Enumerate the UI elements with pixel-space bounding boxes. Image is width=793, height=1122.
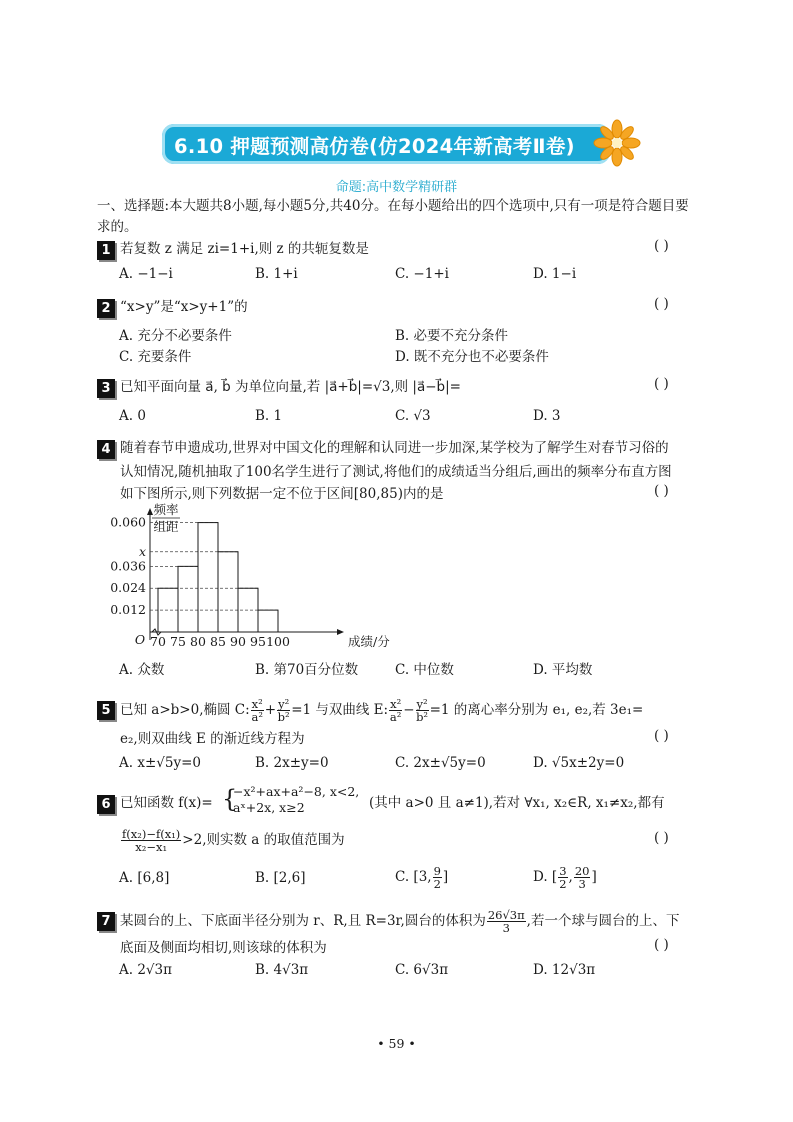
- answer-blank: ( ): [654, 238, 669, 254]
- y-tick-label: 0.060: [110, 514, 146, 530]
- brace: {: [222, 785, 238, 813]
- option-b: B. 第70百分位数: [255, 662, 359, 678]
- option-a: A. 充分不必要条件: [119, 328, 232, 344]
- question-stem-line: 底面及侧面均相切,则该球的体积为: [120, 940, 327, 956]
- answer-blank: ( ): [654, 728, 669, 744]
- answer-blank: ( ): [654, 483, 669, 499]
- option-c: C. 2x±√5y=0: [395, 755, 486, 771]
- flower-icon: [594, 120, 640, 166]
- question-number: 5: [97, 701, 115, 720]
- question-stem: 已知函数 f(x)=: [120, 795, 213, 811]
- fraction: $\frac{\text{f(x₂)−f(x₁)}}{\text{x₂−x₁}}$: [122, 827, 181, 854]
- question-stem: 已知 a>b>0,椭圆 C: $\frac{\text{x²}}{\text{a²}}$ + $\frac{\text{y²}}{\text{b²}}$ =1 与双曲线 E: $\frac{\text{x²}}{\text{a²}}$ − $\frac{\text{y²}}{\text{b²}}$ =1 的离心率分别为 e₁, e₂,若 3e₁=: [120, 697, 644, 724]
- fraction: $\frac{\text{y²}}{\text{b²}}$: [416, 697, 429, 724]
- histogram-bar: [178, 566, 198, 632]
- option-b: B. 4√3π: [255, 962, 309, 978]
- byline: 命题:高中数学精研群: [335, 180, 458, 195]
- option-a: A. 0: [119, 408, 146, 424]
- option-d: D. 12√3π: [533, 962, 596, 978]
- x-axis-arrow: [337, 629, 344, 635]
- option-b: B. 1+i: [255, 266, 298, 282]
- x-tick-label: 70: [150, 634, 166, 649]
- option-b: B. 2x±y=0: [255, 755, 329, 771]
- fraction: $\frac{\text{y²}}{\text{b²}}$: [277, 697, 290, 724]
- option-b: B. 必要不充分条件: [395, 328, 509, 344]
- x-axis-label: 成绩/分: [348, 634, 390, 649]
- question-stem-line: 认知情况,随机抽取了100名学生进行了测试,将他们的成绩适当分组后,画出的频率分布直方图: [120, 464, 672, 480]
- question-number: 6: [97, 795, 115, 814]
- x-tick-label: 100: [266, 634, 290, 649]
- answer-blank: ( ): [654, 830, 669, 846]
- page-number: • 59 •: [377, 1036, 416, 1051]
- question-number: 1: [97, 241, 115, 260]
- x-tick-label: 75: [170, 634, 186, 649]
- option-c: C. 充要条件: [119, 349, 192, 365]
- question-stem: 若复数 z 满足 zi=1+i,则 z 的共轭复数是: [120, 241, 369, 257]
- option-d: D. [ $\frac{3}{2}$ , $\frac{20}{3}$ ]: [533, 864, 597, 891]
- y-tick-label: 0.012: [110, 602, 146, 618]
- x-tick-label: 85: [210, 634, 226, 649]
- y-axis-arrow: [147, 508, 153, 515]
- histogram-bar: [198, 523, 218, 632]
- x-tick-label: 90: [230, 634, 246, 649]
- option-a: A. −1−i: [119, 266, 173, 282]
- section-intro: 一、选择题:本大题共8小题,每小题5分,共40分。在每小题给出的四个选项中,只有一项是符合题目要求的。: [97, 198, 689, 235]
- question-stem-line: 随着春节申遗成功,世界对中国文化的理解和认同进一步加深,某学校为了解学生对春节习俗的: [120, 440, 669, 456]
- fraction: $\frac{26√3\pi}{3}$: [487, 908, 525, 935]
- question-stem-line: 如下图所示,则下列数据一定不位于区间[80,85)内的是: [120, 486, 444, 502]
- option-d: D. 既不充分也不必要条件: [395, 349, 549, 365]
- piecewise-cases: −x²+ax+a²−8, x<2, aˣ+2x, x≥2: [233, 784, 360, 815]
- origin-label: O: [134, 632, 146, 647]
- histogram-bar: [218, 552, 238, 632]
- option-a: A. 众数: [119, 662, 165, 678]
- chart-bars: [158, 523, 278, 632]
- option-d: D. 1−i: [533, 266, 577, 282]
- y-tick-label: x: [138, 543, 146, 559]
- x-tick-label: 95: [250, 634, 266, 649]
- answer-blank: ( ): [654, 296, 669, 312]
- option-b: B. [2,6]: [255, 870, 306, 886]
- option-b: B. 1: [255, 408, 283, 424]
- option-c: C. √3: [395, 408, 431, 424]
- fraction: $\frac{\text{x²}}{\text{a²}}$: [251, 697, 263, 724]
- y-axis-label-bottom: 组距: [153, 519, 179, 534]
- option-c: C. 中位数: [395, 662, 454, 678]
- answer-blank: ( ): [654, 376, 669, 392]
- question-stem-line: $\frac{\text{f(x₂)−f(x₁)}}{\text{x₂−x₁}}$ >2,则实数 a 的取值范围为: [122, 827, 345, 854]
- question-stem-line: e₂,则双曲线 E 的渐近线方程为: [120, 731, 305, 747]
- question-number: 3: [97, 379, 115, 398]
- question-stem-cont: (其中 a>0 且 a≠1),若对 ∀x₁, x₂∈R, x₁≠x₂,都有: [369, 795, 665, 811]
- option-c: C. [3, $\frac{9}{2}$ ]: [395, 864, 449, 891]
- option-c: C. 6√3π: [395, 962, 449, 978]
- fraction: $\frac{\text{x²}}{\text{a²}}$: [389, 697, 402, 724]
- histogram-chart: [108, 500, 390, 650]
- question-stem: 某圆台的上、下底面半径分别为 r、R,且 R=3r,圆台的体积为 $\frac{26√3\pi}{3}$ ,若一个球与圆台的上、下: [120, 908, 680, 935]
- option-c: C. −1+i: [395, 266, 449, 282]
- question-stem: “x>y”是“x>y+1”的: [120, 299, 248, 315]
- stem-text: 已知 a>b>0,椭圆 C:: [120, 702, 250, 718]
- y-axis-label-top: 频率: [153, 502, 179, 517]
- question-stem: 已知平面向量 a⃗, b⃗ 为单位向量,若 |a⃗+b⃗|=√3,则 |a⃗−b⃗|=: [120, 379, 461, 395]
- option-a: A. [6,8]: [119, 870, 170, 886]
- y-tick-label: 0.024: [110, 580, 146, 596]
- question-number: 7: [97, 912, 115, 931]
- histogram-bar: [258, 610, 278, 632]
- page-title: 6.10 押题预测高仿卷(仿2024年新高考Ⅱ卷): [174, 135, 575, 158]
- question-number: 2: [97, 299, 115, 318]
- answer-blank: ( ): [654, 937, 669, 953]
- option-d: D. 3: [533, 408, 561, 424]
- x-tick-label: 80: [190, 634, 206, 649]
- option-a: A. 2√3π: [119, 962, 172, 978]
- chart-labels: [110, 502, 390, 649]
- option-d: D. √5x±2y=0: [533, 755, 625, 771]
- option-a: A. x±√5y=0: [119, 755, 201, 771]
- option-d: D. 平均数: [533, 662, 593, 678]
- y-tick-label: 0.036: [110, 558, 146, 574]
- question-number: 4: [97, 440, 115, 459]
